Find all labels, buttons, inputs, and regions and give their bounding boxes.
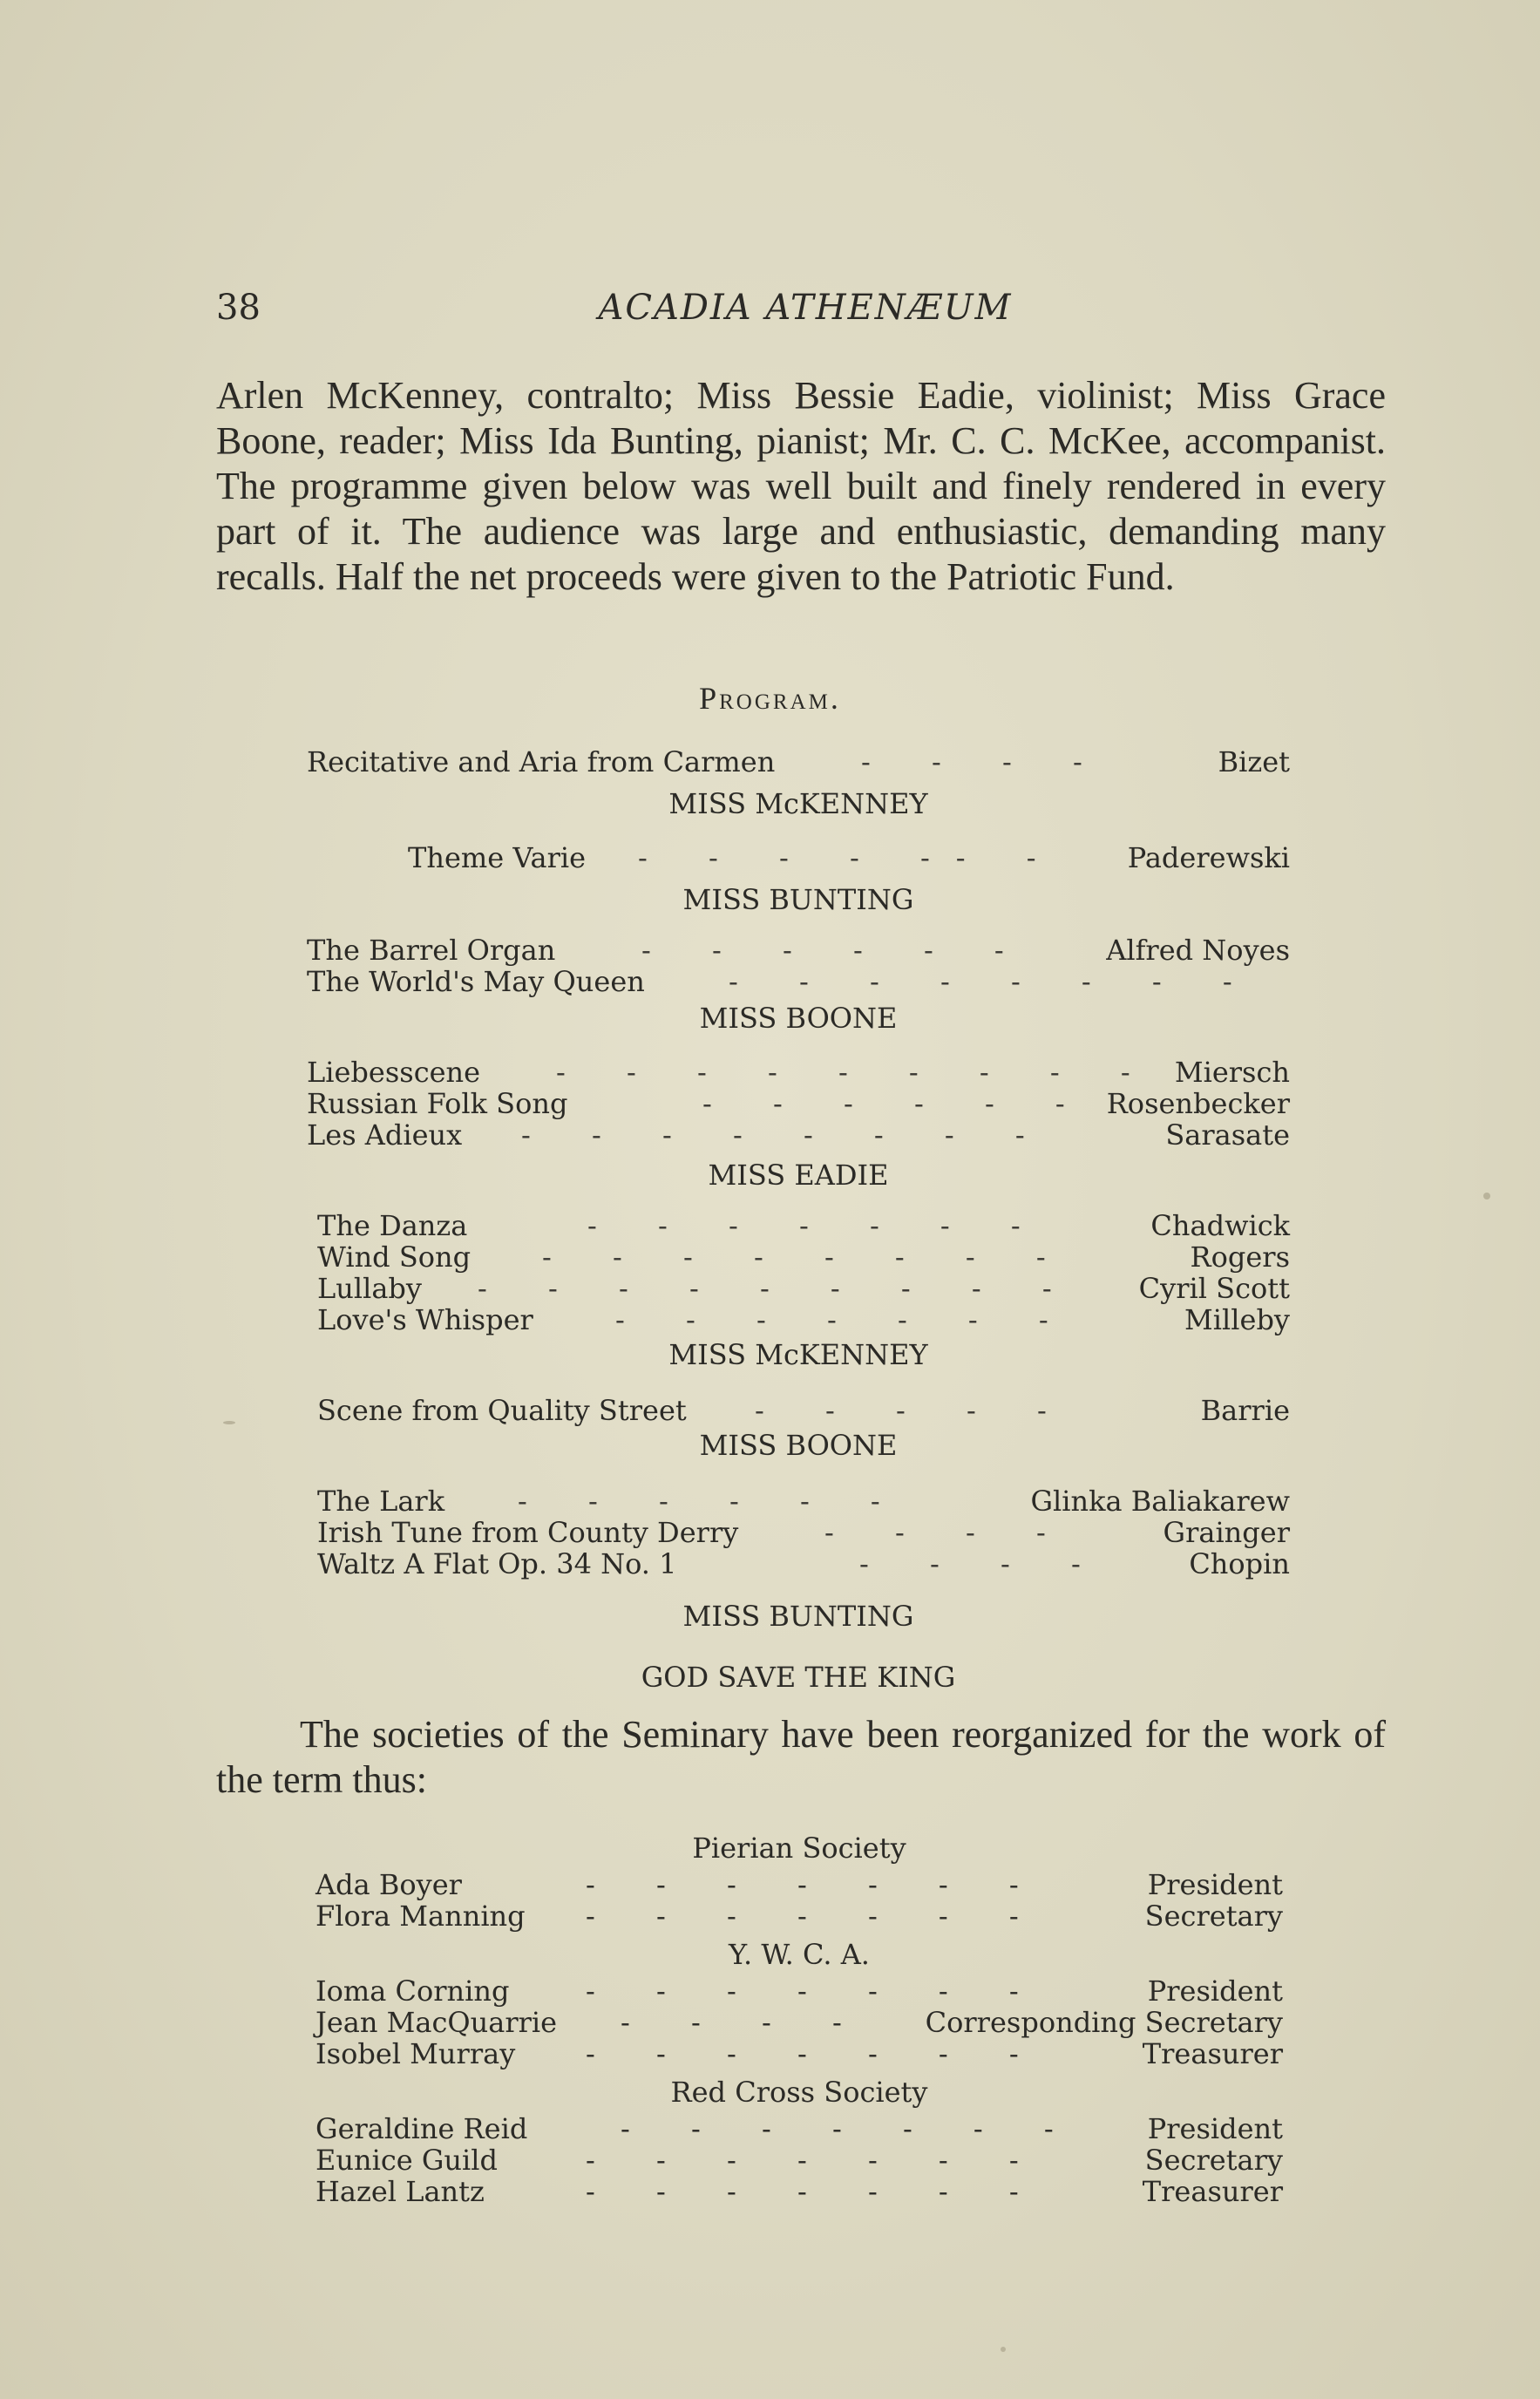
program-performer: MISS BOONE [699, 1429, 898, 1462]
program-item [307, 1485, 1290, 1517]
officer-leader: - - - - - - - [586, 1899, 1045, 1933]
program-item [307, 842, 1290, 873]
program-performer: MISS McKENNEY [668, 787, 928, 820]
program-item [307, 746, 1290, 778]
officer-leader: - - - - - - - [586, 2175, 1045, 2208]
officer-role: Secretary [1144, 2144, 1283, 2177]
program-item [307, 1273, 1290, 1304]
paper-speck [223, 1421, 235, 1424]
program-item [307, 1548, 1290, 1580]
program-closing: GOD SAVE THE KING [641, 1661, 956, 1694]
officer-leader: - - - - - - - [586, 1974, 1045, 2008]
officer-leader: - - - - - - - [586, 2144, 1045, 2177]
society-name: Pierian Society [692, 1832, 906, 1865]
program-item-composer: Cyril Scott [1138, 1272, 1290, 1305]
program-item-composer: Barrie [1200, 1394, 1290, 1427]
program-item [307, 1241, 1290, 1273]
program-item-composer: Alfred Noyes [1106, 934, 1290, 967]
program-item [307, 1057, 1290, 1088]
program-item-composer: Grainger [1163, 1516, 1290, 1549]
officer-name: Isobel Murray [315, 2037, 516, 2070]
officer-name: Eunice Guild [315, 2144, 498, 2177]
officer-leader: - - - - - - - [621, 2112, 1080, 2145]
program-item-title: Liebesscene [307, 1056, 481, 1089]
program-item [307, 1517, 1290, 1548]
program-item-leader: - - - - - - [702, 1087, 1091, 1120]
officer-name: Geraldine Reid [315, 2112, 528, 2145]
intro-paragraph-block [216, 373, 1386, 600]
officer-name: Ioma Corning [315, 1974, 510, 2008]
program-item-leader: - - - - - - - - - [556, 1056, 1157, 1089]
program-item-leader: - - - - - - - [615, 1303, 1075, 1336]
program-item-composer: Milleby [1184, 1303, 1290, 1336]
program-item-leader: - - - - [824, 1516, 1072, 1549]
officer-role: Secretary [1144, 1899, 1283, 1933]
program-item [307, 1119, 1290, 1151]
program-item-composer: Rosenbecker [1106, 1087, 1290, 1120]
program-item-composer: Sarasate [1165, 1118, 1290, 1152]
societies-paragraph-block [216, 1712, 1386, 1803]
program-item-title: Wind Song [317, 1240, 471, 1274]
officer-role: Treasurer [1142, 2175, 1283, 2208]
program-item-leader: - - - - - - - [587, 1209, 1047, 1242]
program-item-leader: - - - - - - - - [542, 1240, 1072, 1274]
program-item [307, 1395, 1290, 1426]
program-item-title: Theme Varie [408, 841, 587, 874]
society-name: Red Cross Society [670, 2076, 928, 2109]
program-item-title: Waltz A Flat Op. 34 No. 1 [317, 1547, 677, 1580]
program-item-leader: - - - - -- - [638, 841, 1062, 874]
society-officer [315, 2007, 1283, 2038]
program-item-leader: - - - - - - [641, 934, 1030, 967]
officer-name: Jean MacQuarrie [315, 2006, 558, 2039]
officer-role: Corresponding Secretary [925, 2006, 1283, 2039]
program-item-title: Love's Whisper [317, 1303, 533, 1336]
program-item-composer: Chopin [1189, 1547, 1290, 1580]
program-item [307, 966, 1290, 997]
program-item-leader: - - - - [859, 1547, 1107, 1580]
officer-name: Flora Manning [315, 1899, 526, 1933]
paper-speck [1001, 2347, 1006, 2352]
page-header [216, 288, 1394, 340]
program-item-title: Lullaby [317, 1272, 422, 1305]
program-item-leader: - - - - [861, 745, 1109, 778]
program-item [307, 1304, 1290, 1335]
societies-paragraph: The societies of the Seminary have been reorganized for the work of the term thus: [216, 1713, 1386, 1801]
program-item [307, 1210, 1290, 1241]
program-item-leader: - - - - - - - - [521, 1118, 1051, 1152]
program-item-title: The Danza [317, 1209, 468, 1242]
officer-name: Hazel Lantz [315, 2175, 485, 2208]
society-officer [315, 2176, 1283, 2207]
officer-role: President [1147, 1868, 1283, 1901]
society-name: Y. W. C. A. [729, 1938, 870, 1971]
program-item-leader: - - - - - - - - - [478, 1272, 1078, 1305]
program-item-title: The World's May Queen [307, 965, 645, 998]
program-item-title: Russian Folk Song [307, 1087, 568, 1120]
society-officer [315, 2144, 1283, 2176]
paper-speck [1483, 1193, 1490, 1200]
program-item-title: The Barrel Organ [307, 934, 556, 967]
program-item [307, 1088, 1290, 1119]
society-officer [315, 1869, 1283, 1900]
program-item-leader: - - - - - - - - [729, 965, 1258, 998]
program-performer: MISS EADIE [708, 1159, 889, 1192]
officer-role: President [1147, 2112, 1283, 2145]
program-item-composer: Paderewski [1127, 841, 1290, 874]
page-number: 38 [216, 288, 261, 328]
program-item-composer: Glinka Baliakarew [1030, 1485, 1290, 1518]
officer-leader: - - - - [621, 2006, 868, 2039]
officer-leader: - - - - - - - [586, 1868, 1045, 1901]
program-item-composer: Miersch [1174, 1056, 1290, 1089]
program-item-title: Les Adieux [307, 1118, 463, 1152]
running-title: ACADIA ATHENÆUM [598, 288, 1013, 328]
program-performer: MISS McKENNEY [668, 1338, 928, 1371]
intro-paragraph: Arlen McKenney, contralto; Miss Bessie Eadie, violinist; Miss Grace Boone, reader; Miss Ida Bunting, pianist; Mr. C. C. McKee, accompanist. The programme given below was well built and finely rendered in every part of it. The audience was large and enthusiastic, demanding many recalls. Half the net proceeds were given to the Patriotic Fund. [216, 374, 1386, 598]
program-item-title: The Lark [317, 1485, 445, 1518]
program-item-title: Irish Tune from County Derry [317, 1516, 739, 1549]
program-heading: Program. [699, 681, 841, 716]
society-officer [315, 2113, 1283, 2144]
society-officer [315, 1900, 1283, 1932]
program-item-leader: - - - - - - [518, 1485, 906, 1518]
program-performer: MISS BOONE [699, 1002, 898, 1035]
program-performer: MISS BUNTING [682, 1600, 914, 1633]
program-performer: MISS BUNTING [682, 883, 914, 916]
officer-name: Ada Boyer [315, 1868, 462, 1901]
society-officer [315, 1975, 1283, 2007]
program-item-composer: Bizet [1218, 745, 1290, 778]
program-item-composer: Rogers [1190, 1240, 1290, 1274]
program-item [307, 934, 1290, 966]
program-item-composer: Chadwick [1150, 1209, 1290, 1242]
program-item-title: Scene from Quality Street [317, 1394, 687, 1427]
officer-leader: - - - - - - - [586, 2037, 1045, 2070]
program-item-title: Recitative and Aria from Carmen [307, 745, 776, 778]
society-officer [315, 2038, 1283, 2069]
officer-role: Treasurer [1142, 2037, 1283, 2070]
officer-role: President [1147, 1974, 1283, 2008]
program-item-leader: - - - - - [755, 1394, 1073, 1427]
